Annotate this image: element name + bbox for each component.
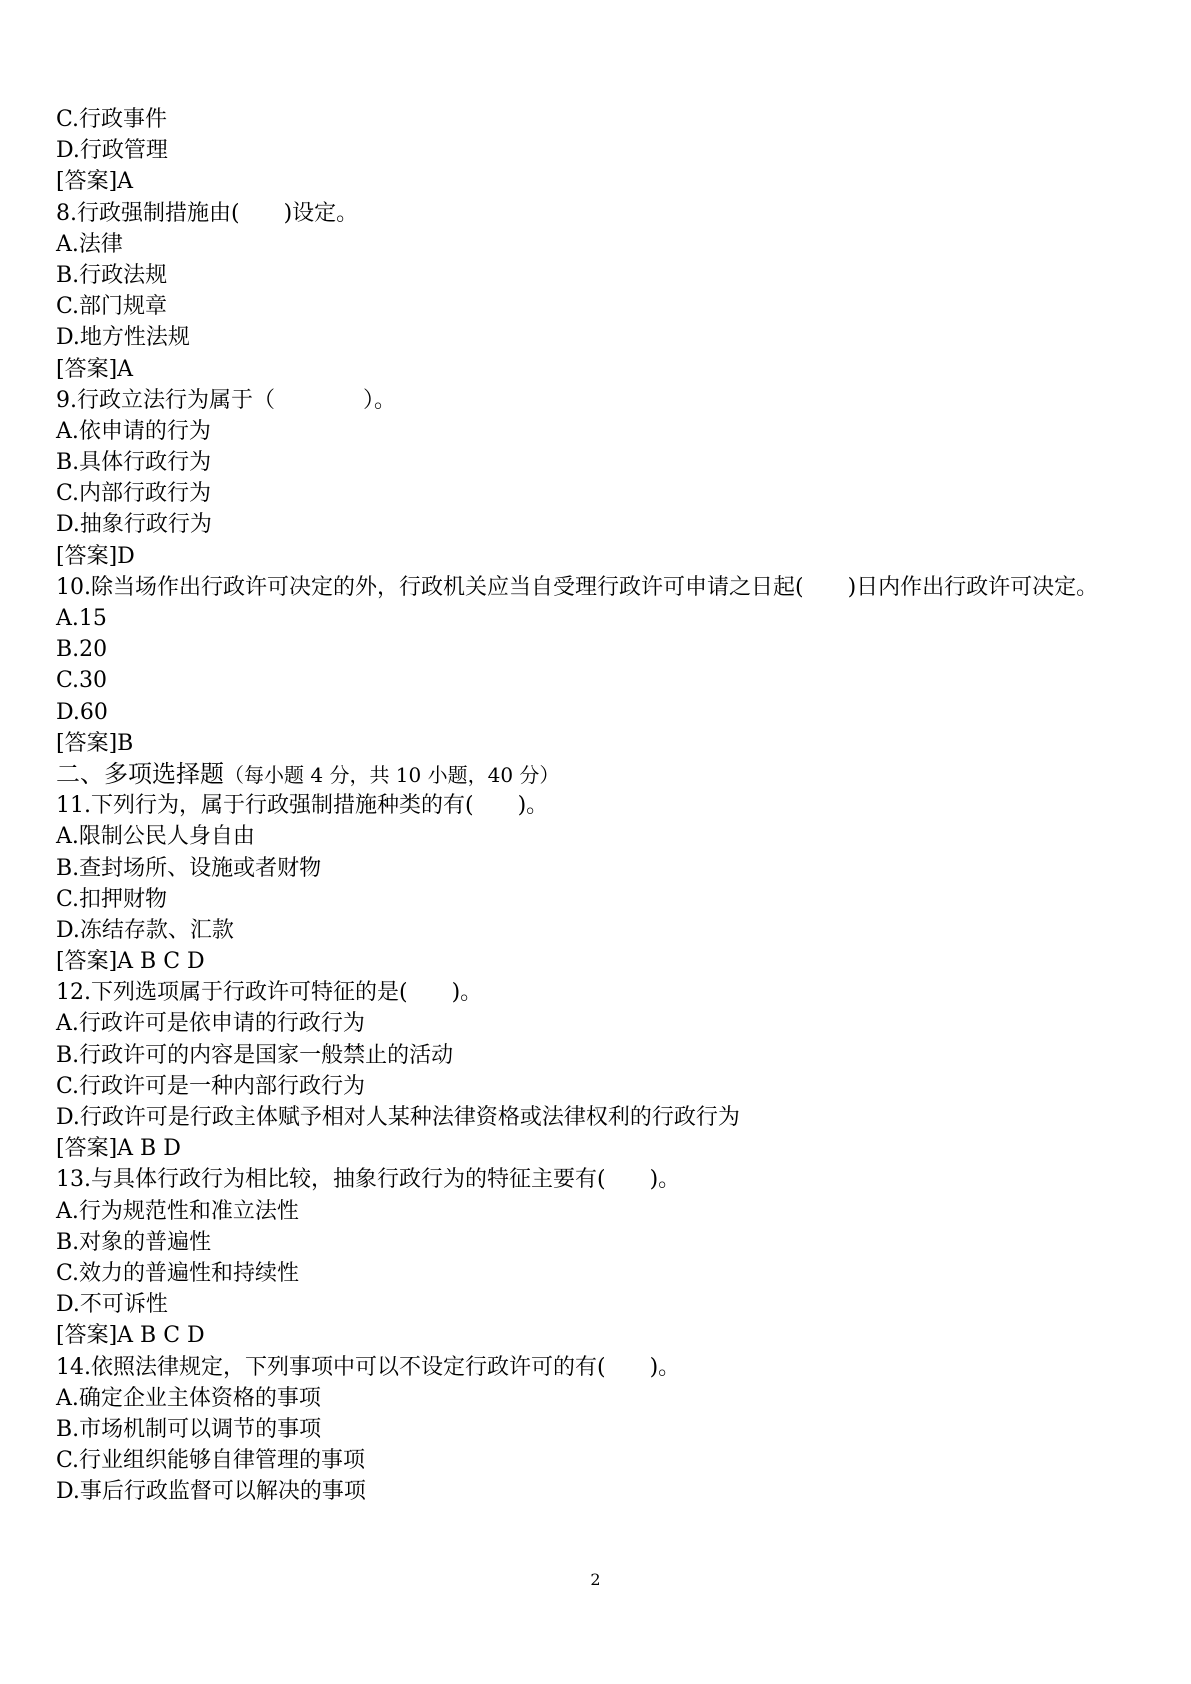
page-number: 2 <box>590 1570 601 1589</box>
question-text-line: [答案]A B C D <box>56 949 205 975</box>
question-block-10-options <box>56 603 1136 759</box>
question-text-line: B.查封场所、设施或者财物 <box>56 855 322 881</box>
question-text-line: B.对象的普遍性 <box>56 1229 212 1255</box>
question-text-line: A.法律 <box>56 231 123 257</box>
question-text-line: A.限制公民人身自由 <box>56 824 255 850</box>
question-text-line: D.行政许可是行政主体赋予相对人某种法律资格或法律权利的行政行为 <box>56 1105 740 1131</box>
question-text-line: 8.行政强制措施由( )设定。 <box>56 200 359 226</box>
question-text-line: 9.行政立法行为属于（ ）。 <box>56 387 396 413</box>
question-text-line: 11.下列行为，属于行政强制措施种类的有( )。 <box>56 793 549 819</box>
section-note: （每小题 4 分，共 10 小题，40 分） <box>224 762 560 787</box>
question-text-line: D.行政管理 <box>56 138 168 164</box>
question-text-line: C.行政许可是一种内部行政行为 <box>56 1073 366 1099</box>
question-option-line: A.15 <box>56 606 107 632</box>
question-text-line: B.市场机制可以调节的事项 <box>56 1416 322 1442</box>
section-heading <box>56 759 1136 790</box>
section-title: 二、多项选择题 <box>56 759 224 788</box>
question-text-line: 14.依照法律规定，下列事项中可以不设定行政许可的有( )。 <box>56 1354 681 1380</box>
question-text-line: D.事后行政监督可以解决的事项 <box>56 1479 366 1505</box>
question-text-line: C.内部行政行为 <box>56 481 212 507</box>
question-text-line: B.具体行政行为 <box>56 450 212 476</box>
question-text-line: D.冻结存款、汇款 <box>56 917 234 943</box>
question-text-line: A.行政许可是依申请的行政行为 <box>56 1011 365 1037</box>
question-text-line: [答案]A B C D <box>56 1323 205 1349</box>
question-text-line: [答案]A B D <box>56 1136 181 1162</box>
question-text-line: C.扣押财物 <box>56 886 168 912</box>
question-block-7-9 <box>56 104 1136 572</box>
question-text-line: C.行政事件 <box>56 107 168 132</box>
question-option-line: [答案]B <box>56 730 134 756</box>
question-text-line: C.行业组织能够自律管理的事项 <box>56 1448 366 1474</box>
question-text-line: A.行为规范性和准立法性 <box>56 1198 299 1224</box>
question-text-line: D.不可诉性 <box>56 1292 168 1318</box>
question-block-11-14 <box>56 790 1136 1507</box>
question-option-line: C.30 <box>56 668 108 694</box>
question-option-line: B.20 <box>56 637 108 663</box>
question-text-line: 13.与具体行政行为相比较，抽象行政行为的特征主要有( )。 <box>56 1167 681 1193</box>
question-text-line: C.部门规章 <box>56 294 168 320</box>
question-text-line: [答案]A <box>56 169 134 195</box>
question-text-line: C.效力的普遍性和持续性 <box>56 1260 300 1286</box>
question-text-line: A.确定企业主体资格的事项 <box>56 1385 321 1411</box>
question-text-line: [答案]A <box>56 356 134 382</box>
question-text-line: [答案]D <box>56 543 135 569</box>
question-option-line: D.60 <box>56 699 108 725</box>
question-text-line: A.依申请的行为 <box>56 418 211 444</box>
question-text-line: D.地方性法规 <box>56 325 190 351</box>
question-text-line: B.行政许可的内容是国家一般禁止的活动 <box>56 1042 454 1068</box>
question-text-line: B.行政法规 <box>56 262 168 288</box>
question-text-line: D.抽象行政行为 <box>56 512 212 538</box>
question-text-line: 12.下列选项属于行政许可特征的是( )。 <box>56 980 483 1006</box>
question-10-stem: 10.除当场作出行政许可决定的外，行政机关应当自受理行政许可申请之日起( )日内作出行政许可决定。 <box>56 574 1099 600</box>
document-page <box>56 104 1136 1507</box>
